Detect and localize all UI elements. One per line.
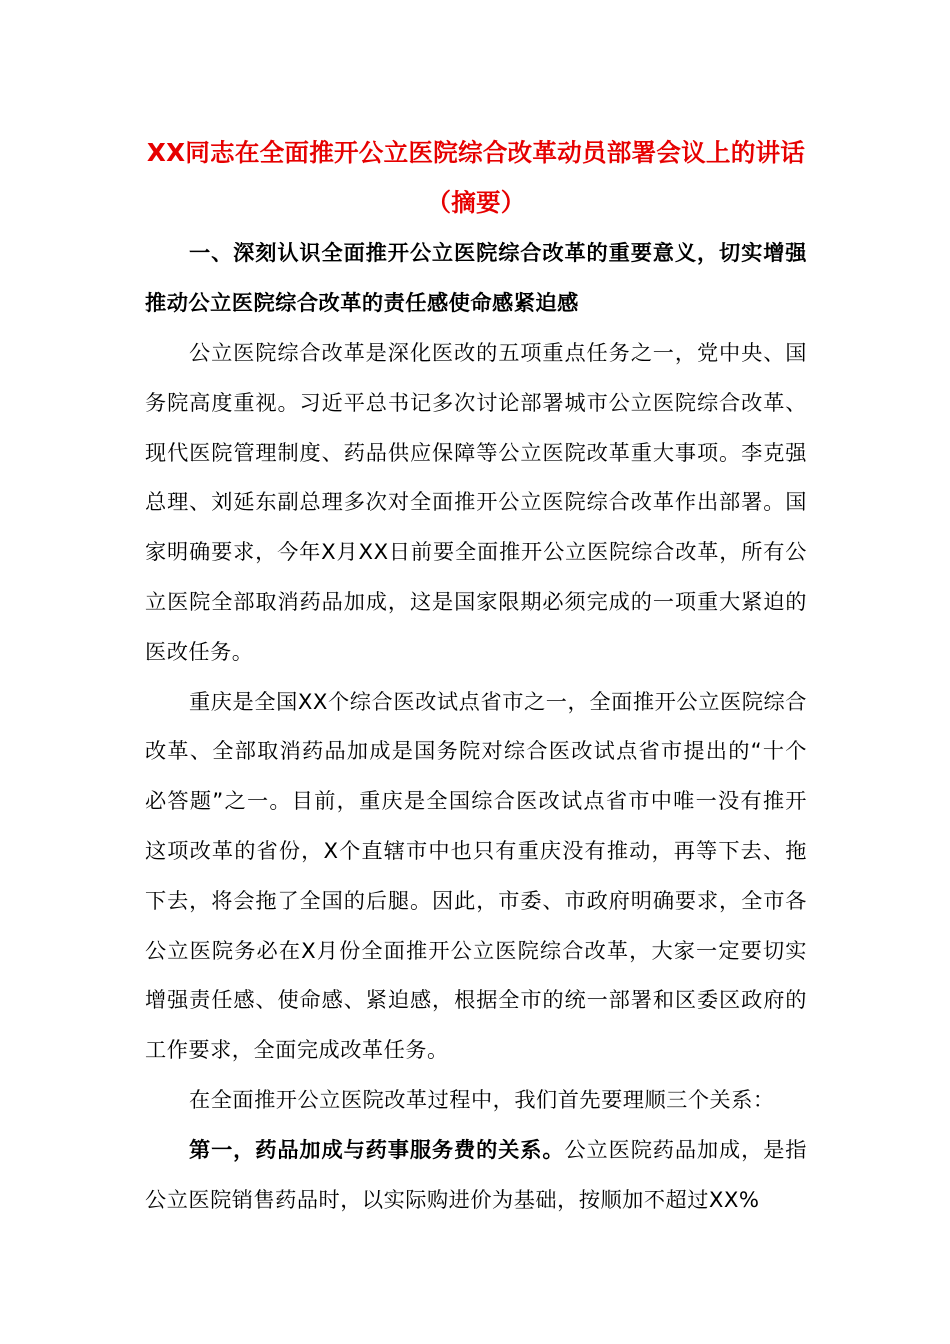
- document-title: XX同志在全面推开公立医院综合改革动员部署会议上的讲话（摘要）: [146, 138, 806, 217]
- paragraph-1: 公立医院综合改革是深化医改的五项重点任务之一，党中央、国务院高度重视。习近平总书记多次讨论部署城市公立医院综合改革、现代医院管理制度、药品供应保障等公立医院改革重大事项。李克强总理、刘延东副总理多次对全面推开公立医院综合改革作出部署。国家明确要求，今年X月XX日前要全面推开公立医院综合改革，所有公立医院全部取消药品加成，这是国家限期必须完成的一项重大紧迫的医改任务。: [145, 340, 807, 664]
- paragraph-4-bold-lead: 第一，药品加成与药事服务费的关系。: [189, 1136, 565, 1162]
- paragraph-2: 重庆是全国XX个综合医改试点省市之一，全面推开公立医院综合改革、全部取消药品加成是国务院对综合医改试点省市提出的“十个必答题”之一。目前，重庆是全国综合医改试点省市中唯一没有推开这项改革的省份，X个直辖市中也只有重庆没有推动，再等下去、拖下去，将会拖了全国的后腿。因此，市委、市政府明确要求，全市各公立医院务必在X月份全面推开公立医院综合改革，大家一定要切实增强责任感、使命感、紧迫感，根据全市的统一部署和区委区政府的工作要求，全面完成改革任务。: [145, 688, 807, 1063]
- paragraph-4: [145, 1125, 807, 1225]
- section-heading: 一、深刻认识全面推开公立医院综合改革的重要意义，切实增强推动公立医院综合改革的责任感使命感紧迫感: [145, 240, 807, 315]
- paragraph-3: 在全面推开公立医院改革过程中，我们首先要理顺三个关系：: [189, 1086, 775, 1112]
- document-body: [145, 128, 807, 1224]
- paragraph-4-text: 公立医院药品加成，是指公立医院销售药品时，以实际购进价为基础，按顺加不超过XX%: [145, 1136, 807, 1212]
